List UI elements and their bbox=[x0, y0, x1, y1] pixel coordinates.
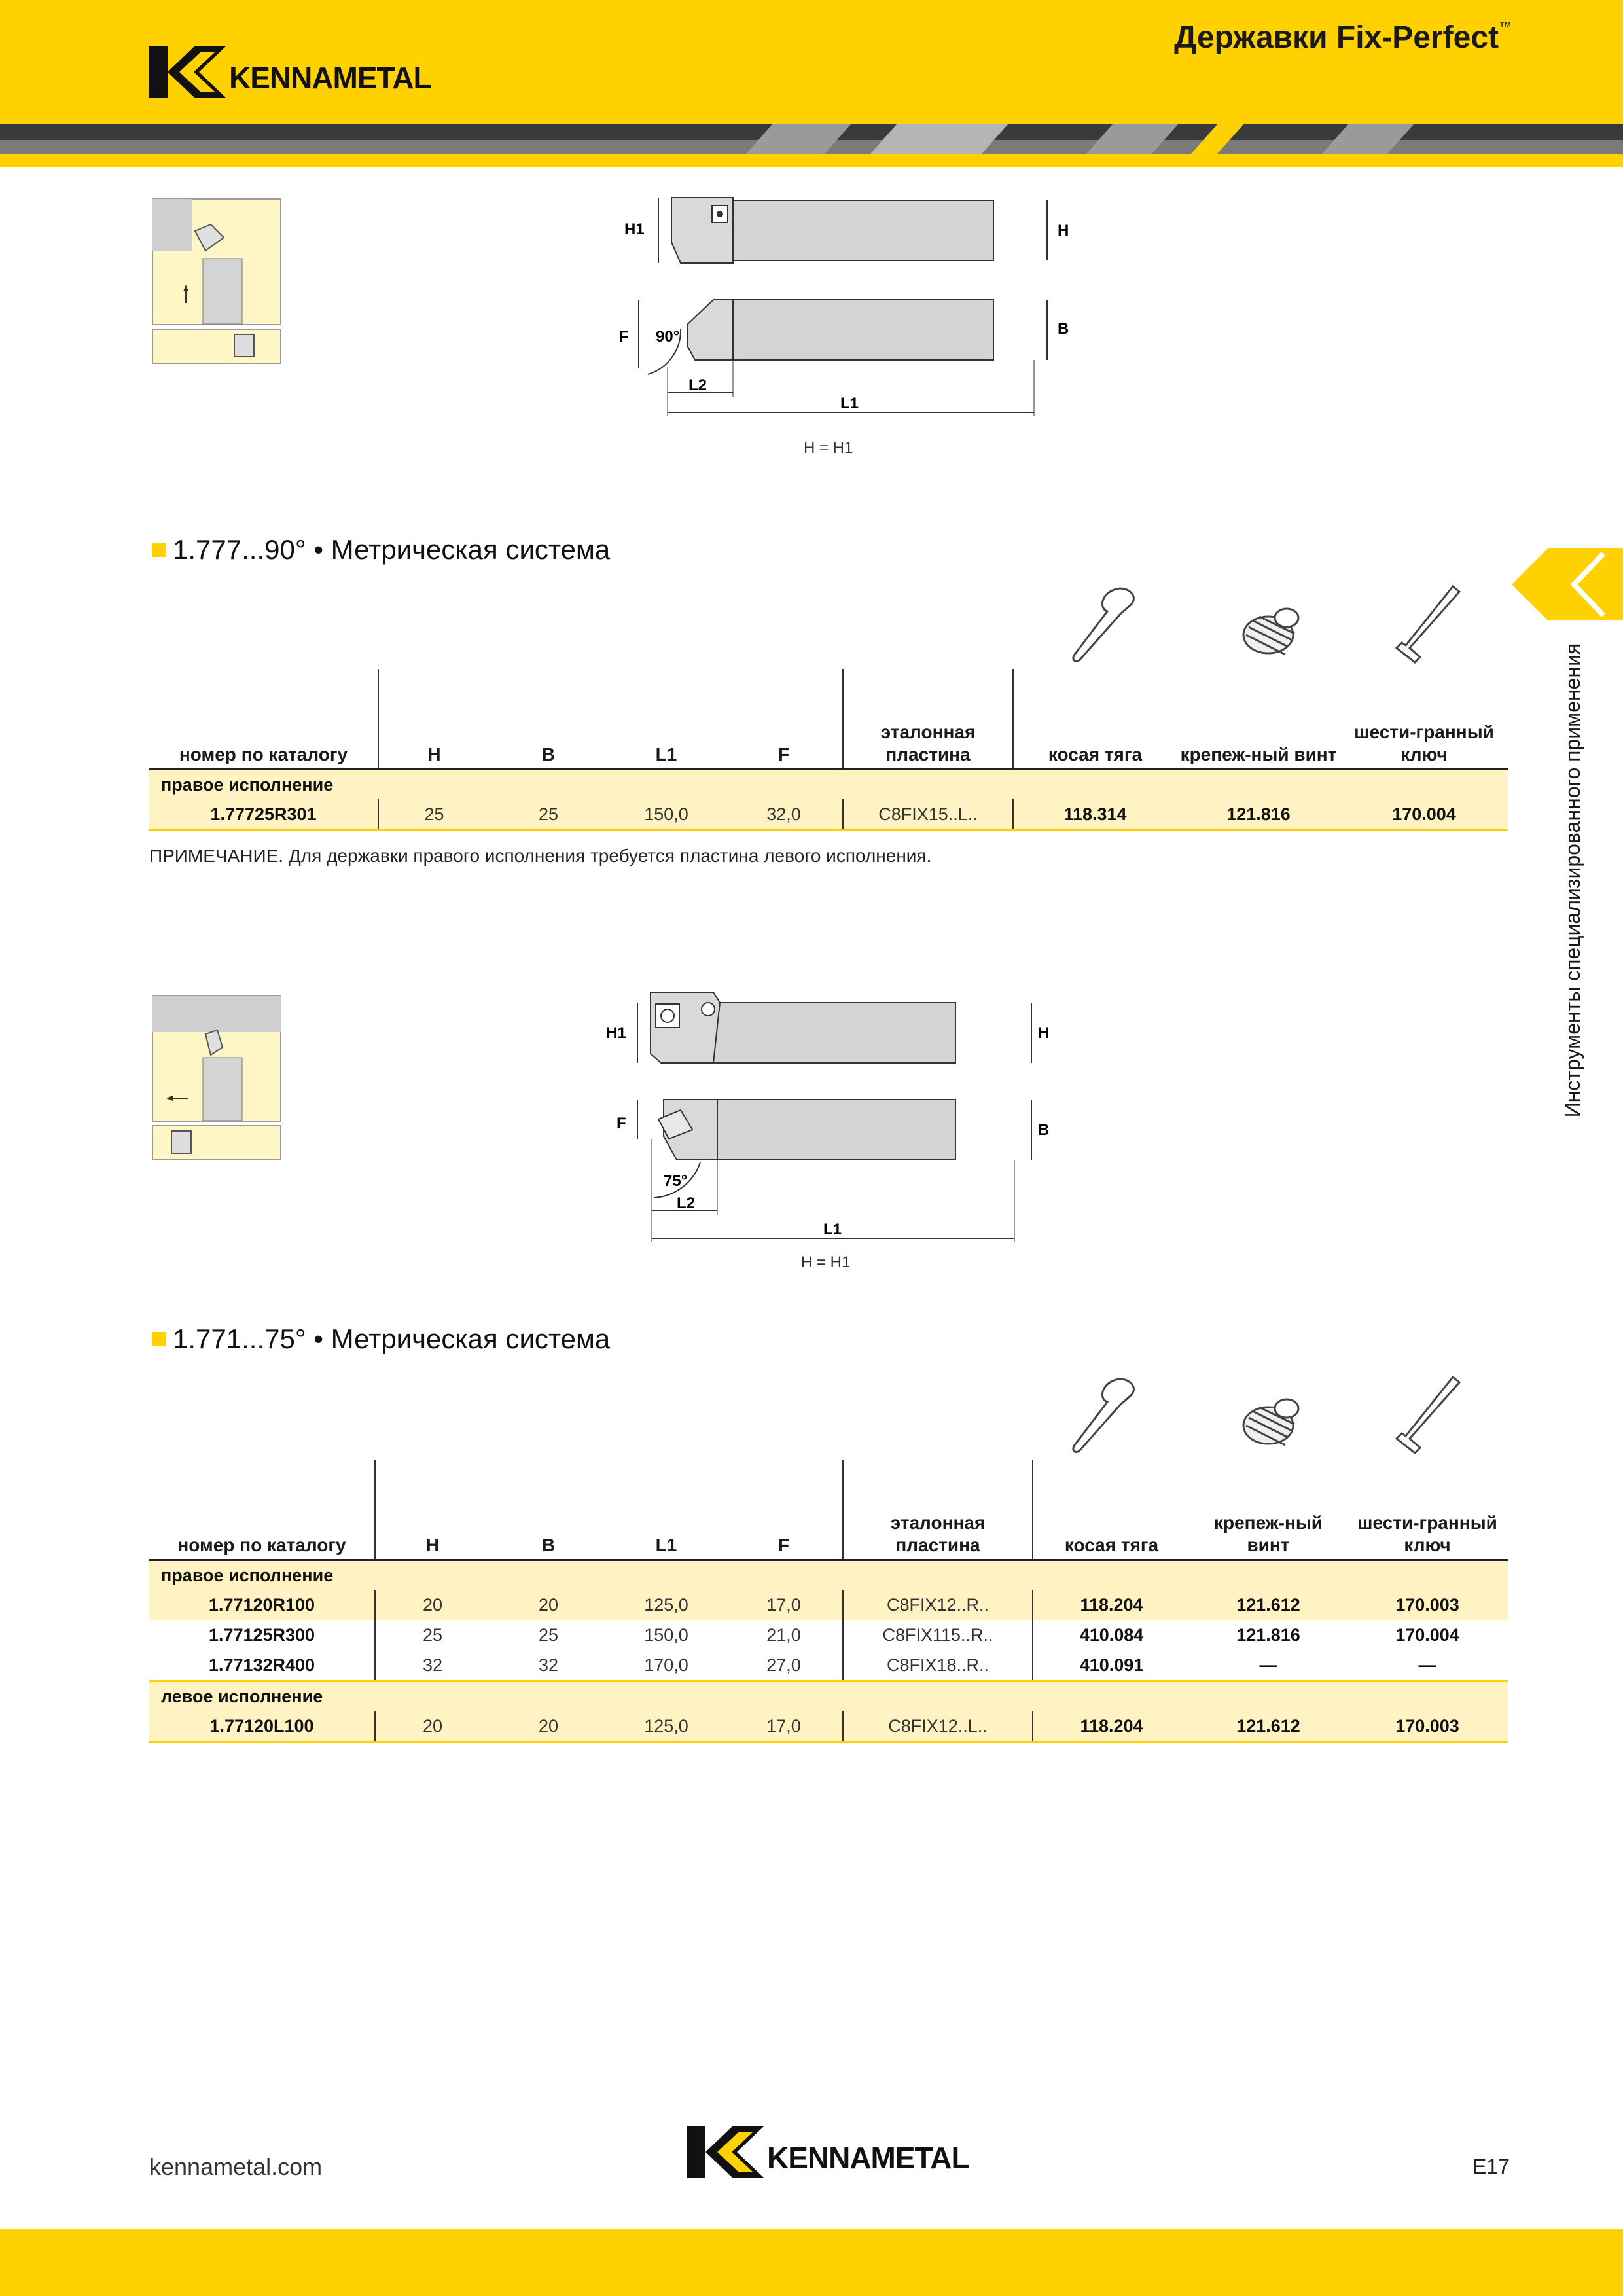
dim-b-label: B bbox=[1038, 1121, 1050, 1139]
section-marker bbox=[152, 543, 166, 557]
cell-l1: 125,0 bbox=[607, 1711, 725, 1742]
kennametal-logo-icon bbox=[687, 2126, 766, 2178]
cell-insert: C8FIX15..L.. bbox=[843, 799, 1013, 831]
insert-icon bbox=[234, 334, 254, 357]
dim-h-label: H bbox=[1038, 1024, 1050, 1042]
dim-b-label: B bbox=[1058, 320, 1069, 338]
spec-table-1 bbox=[149, 669, 1508, 831]
cell-insert: C8FIX12..L.. bbox=[843, 1711, 1033, 1742]
dim-h1-label: H1 bbox=[624, 221, 645, 238]
cell-catalog: 1.77725R301 bbox=[149, 799, 378, 831]
cell-catalog: 1.77120L100 bbox=[149, 1711, 375, 1742]
col-screw: крепеж-ный винт bbox=[1190, 1460, 1347, 1560]
clamp-icon bbox=[1067, 1373, 1145, 1458]
dim-l2-label: L2 bbox=[677, 1194, 696, 1212]
dim-l1-label: L1 bbox=[823, 1221, 842, 1238]
table-row bbox=[149, 1650, 1508, 1681]
cell-key: 170.003 bbox=[1347, 1590, 1508, 1620]
col-f: F bbox=[725, 1460, 843, 1560]
table-group-row bbox=[149, 1681, 1508, 1712]
group-label: правое исполнение bbox=[149, 770, 1508, 800]
screw-icon bbox=[1230, 1386, 1309, 1458]
cell-screw: — bbox=[1190, 1650, 1347, 1681]
cell-h: 25 bbox=[375, 1620, 490, 1650]
col-h: H bbox=[375, 1460, 490, 1560]
col-screw: крепеж-ный винт bbox=[1177, 669, 1340, 770]
col-insert: эталонная пластина bbox=[843, 1460, 1033, 1560]
table-row bbox=[149, 799, 1508, 831]
cell-key: — bbox=[1347, 1650, 1508, 1681]
cell-f: 27,0 bbox=[725, 1650, 843, 1681]
cell-clamp: 118.204 bbox=[1033, 1711, 1190, 1742]
spec-table-2 bbox=[149, 1460, 1508, 1743]
section-title-1 bbox=[152, 534, 610, 565]
section-marker bbox=[152, 1332, 166, 1346]
diagram-caption: H = H1 bbox=[801, 1253, 851, 1271]
cell-l1: 150,0 bbox=[607, 1620, 725, 1650]
table-row bbox=[149, 1711, 1508, 1742]
clamp-icon bbox=[1067, 583, 1145, 668]
cell-b: 20 bbox=[490, 1711, 607, 1742]
cell-h: 25 bbox=[378, 799, 490, 831]
group-label: правое исполнение bbox=[149, 1560, 1508, 1590]
cell-key: 170.004 bbox=[1340, 799, 1508, 831]
cell-l1: 150,0 bbox=[607, 799, 725, 831]
header-underline bbox=[0, 154, 1623, 167]
cell-h: 32 bbox=[375, 1650, 490, 1681]
table-header-row bbox=[149, 1460, 1508, 1560]
cell-screw: 121.816 bbox=[1177, 799, 1340, 831]
col-b: B bbox=[490, 669, 607, 770]
table-row bbox=[149, 1620, 1508, 1650]
application-thumbnail-75 bbox=[152, 995, 281, 1161]
cell-clamp: 118.204 bbox=[1033, 1590, 1190, 1620]
dim-l1-label: L1 bbox=[840, 395, 859, 412]
cell-key: 170.003 bbox=[1347, 1711, 1508, 1742]
header-stripe-pattern bbox=[0, 124, 1623, 154]
cell-screw: 121.816 bbox=[1190, 1620, 1347, 1650]
kennametal-logo-icon bbox=[149, 46, 228, 98]
angle-label: 90° bbox=[656, 328, 680, 346]
hex-key-icon bbox=[1387, 1373, 1466, 1458]
table-group-row bbox=[149, 1560, 1508, 1590]
tool-diagram-75 bbox=[596, 982, 1054, 1276]
dim-f-label: F bbox=[619, 328, 629, 346]
cell-insert: C8FIX115..R.. bbox=[843, 1620, 1033, 1650]
footer-url[interactable]: kennametal.com bbox=[149, 2153, 323, 2180]
cell-f: 17,0 bbox=[725, 1590, 843, 1620]
footer-logo bbox=[687, 2126, 969, 2178]
table-row bbox=[149, 1590, 1508, 1620]
col-catalog: номер по каталогу bbox=[149, 1460, 375, 1560]
section-title-text: 1.771...75° • Метрическая система bbox=[173, 1323, 611, 1354]
cell-b: 25 bbox=[490, 1620, 607, 1650]
col-catalog: номер по каталогу bbox=[149, 669, 378, 770]
trademark-mark: ™ bbox=[1499, 20, 1512, 34]
cell-clamp: 410.091 bbox=[1033, 1650, 1190, 1681]
diagram-caption: H = H1 bbox=[804, 439, 853, 457]
logo-wordmark: KENNAMETAL bbox=[767, 2141, 969, 2175]
cell-l1: 125,0 bbox=[607, 1590, 725, 1620]
group-label: левое исполнение bbox=[149, 1681, 1508, 1712]
cell-catalog: 1.77120R100 bbox=[149, 1590, 375, 1620]
cell-clamp: 410.084 bbox=[1033, 1620, 1190, 1650]
cell-b: 32 bbox=[490, 1650, 607, 1681]
table-header-row bbox=[149, 669, 1508, 770]
hex-key-icon bbox=[1387, 583, 1466, 668]
section-title-text: 1.777...90° • Метрическая система bbox=[173, 534, 611, 565]
cell-b: 20 bbox=[490, 1590, 607, 1620]
col-h: H bbox=[378, 669, 490, 770]
screw-icon bbox=[1230, 596, 1309, 668]
cell-screw: 121.612 bbox=[1190, 1711, 1347, 1742]
col-insert: эталонная пластина bbox=[843, 669, 1013, 770]
cell-h: 20 bbox=[375, 1711, 490, 1742]
col-clamp: косая тяга bbox=[1013, 669, 1177, 770]
col-b: B bbox=[490, 1460, 607, 1560]
dim-h1-label: H1 bbox=[606, 1024, 626, 1042]
page-number: E17 bbox=[1472, 2155, 1510, 2178]
header-logo bbox=[149, 46, 431, 98]
cell-catalog: 1.77125R300 bbox=[149, 1620, 375, 1650]
col-key: шести-гранный ключ bbox=[1347, 1460, 1508, 1560]
cell-l1: 170,0 bbox=[607, 1650, 725, 1681]
chevron-tab-icon bbox=[1512, 548, 1623, 620]
cell-insert: C8FIX12..R.. bbox=[843, 1590, 1033, 1620]
dim-h-label: H bbox=[1058, 222, 1069, 240]
dim-f-label: F bbox=[616, 1115, 626, 1132]
section-title-2 bbox=[152, 1323, 610, 1355]
page-title bbox=[1174, 20, 1512, 56]
cell-clamp: 118.314 bbox=[1013, 799, 1177, 831]
tool-diagram-90 bbox=[615, 190, 1069, 465]
cell-f: 21,0 bbox=[725, 1620, 843, 1650]
angle-label: 75° bbox=[664, 1172, 688, 1190]
cell-b: 25 bbox=[490, 799, 607, 831]
col-l1: L1 bbox=[607, 1460, 725, 1560]
col-clamp: косая тяга bbox=[1033, 1460, 1190, 1560]
col-l1: L1 bbox=[607, 669, 725, 770]
col-f: F bbox=[725, 669, 843, 770]
page-title-text: Державки Fix-Perfect bbox=[1174, 20, 1499, 55]
cell-insert: C8FIX18..R.. bbox=[843, 1650, 1033, 1681]
cell-f: 32,0 bbox=[725, 799, 843, 831]
side-tab-label: Инструменты специализированного применения bbox=[1561, 643, 1584, 1118]
cell-f: 17,0 bbox=[725, 1711, 843, 1742]
cell-catalog: 1.77132R400 bbox=[149, 1650, 375, 1681]
col-key: шести-гранный ключ bbox=[1340, 669, 1508, 770]
table-note: ПРИМЕЧАНИЕ. Для державки правого исполнения требуется пластина левого исполнения. bbox=[149, 846, 932, 866]
footer-bar bbox=[0, 2229, 1623, 2296]
table-group-row bbox=[149, 770, 1508, 800]
dim-l2-label: L2 bbox=[688, 376, 707, 394]
cell-h: 20 bbox=[375, 1590, 490, 1620]
application-thumbnail-90 bbox=[152, 198, 281, 365]
cell-key: 170.004 bbox=[1347, 1620, 1508, 1650]
cell-screw: 121.612 bbox=[1190, 1590, 1347, 1620]
logo-wordmark: KENNAMETAL bbox=[229, 61, 431, 95]
